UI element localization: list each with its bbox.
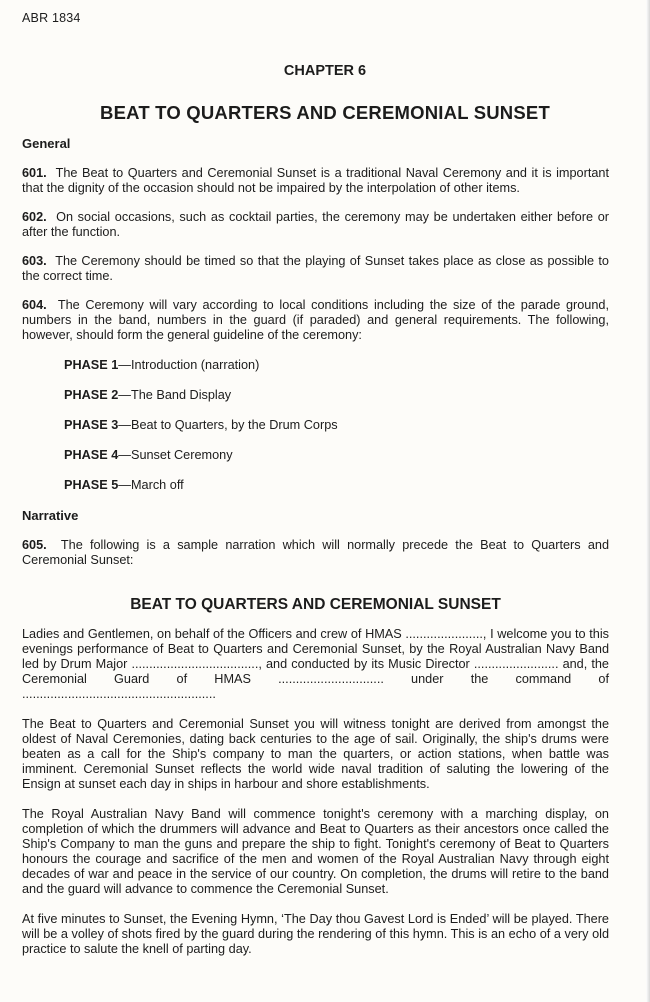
narration-paragraph: The Beat to Quarters and Ceremonial Sunset you will witness tonight are derived from amongst the oldest of Naval Ceremonies, dating back centuries to the age of sail. Originally, the ship's drums were beaten as a call for the Ship's company to man the quarters, or action stations, when battle was imminent. Ceremonial Sunset reflects the world wide naval tradition of saluting the lowering of the Ensign at sunset each day in ships in harbour and shore establishments. [22,717,609,791]
paragraph-number: 604. [22,298,47,312]
phase-item-5 [64,478,609,493]
phase-item-4 [64,448,609,463]
narration-paragraph: The Royal Australian Navy Band will commence tonight's ceremony with a marching display, on completion of which the drummers will advance and Beat to Quarters as their ancestors once called the Ship's Company to man the guns and prepare the ship to fight. Tonight's ceremony of Beat to Quarters honours the courage and sacrifice of the men and women of the Royal Australian Navy through eight decades of war and peace in the service of our country. On completion, the drums will retire to the band and the guard will advance to commence the Ceremonial Sunset. [22,807,609,896]
phase-text: —The Band Display [118,388,232,402]
narration-paragraph: At five minutes to Sunset, the Evening Hymn, ‘The Day thou Gavest Lord is Ended’ will be played. There will be a volley of shots fired by the guard during the rendering of this hymn. This is an echo of a very old practice to salute the knell of parting day. [22,912,609,956]
phase-text: —March off [118,478,184,492]
paragraph-604 [22,298,609,343]
phase-label: PHASE 5 [64,478,119,492]
phase-label: PHASE 3 [64,418,119,432]
chapter-heading: CHAPTER 6 [283,63,367,79]
paragraph-number: 602. [22,210,47,224]
phase-text: —Introduction (narration) [118,358,260,372]
narration-paragraph: Ladies and Gentlemen, on behalf of the Officers and crew of HMAS ......................, I welcome you to this evenings performance of Beat to Quarters and Ceremonial Sunset, by the Royal Australian Navy Band led by Drum Major ...................................., and conducted by its Music Director ........................ and, the Ceremonial Guard of HMAS .............................. under the command of ....................................................... [22,627,609,701]
document-body [22,136,609,957]
paragraph-text: On social occasions, such as cocktail parties, the ceremony may be undertaken either before or after the function. [22,210,609,239]
paragraph-text: The following is a sample narration which will normally precede the Beat to Quarters and Ceremonial Sunset: [22,538,609,567]
phase-label: PHASE 2 [64,388,119,402]
narration-title: BEAT TO QUARTERS AND CEREMONIAL SUNSET [130,596,501,613]
paragraph-602 [22,210,609,240]
phase-item-1 [64,358,609,373]
paragraph-601 [22,166,609,196]
section-heading-narrative: Narrative [22,508,79,523]
chapter-title: BEAT TO QUARTERS AND CEREMONIAL SUNSET [100,102,550,123]
paragraph-number: 601. [22,166,47,180]
paragraph-number: 605. [22,538,47,552]
section-heading-general: General [22,136,71,151]
page-edge [646,0,650,1002]
paragraph-text: The Beat to Quarters and Ceremonial Sunset is a traditional Naval Ceremony and it is important that the dignity of the occasion should not be impaired by the interpolation of other items. [22,166,609,195]
phase-text: —Sunset Ceremony [118,448,233,462]
phase-item-3 [64,418,609,433]
phase-text: —Beat to Quarters, by the Drum Corps [118,418,338,432]
paragraph-text: The Ceremony will vary according to local conditions including the size of the parade ground, numbers in the band, numbers in the guard (if paraded) and general requirements. The following, however, should form the general guideline of the ceremony: [22,298,609,342]
document-code: ABR 1834 [22,11,81,25]
paragraph-number: 603. [22,254,47,268]
phase-label: PHASE 4 [64,448,119,462]
phase-label: PHASE 1 [64,358,119,372]
phase-item-2 [64,388,609,403]
paragraph-605 [22,538,609,568]
paragraph-603 [22,254,609,284]
paragraph-text: The Ceremony should be timed so that the playing of Sunset takes place as close as possible to the correct time. [22,254,609,283]
